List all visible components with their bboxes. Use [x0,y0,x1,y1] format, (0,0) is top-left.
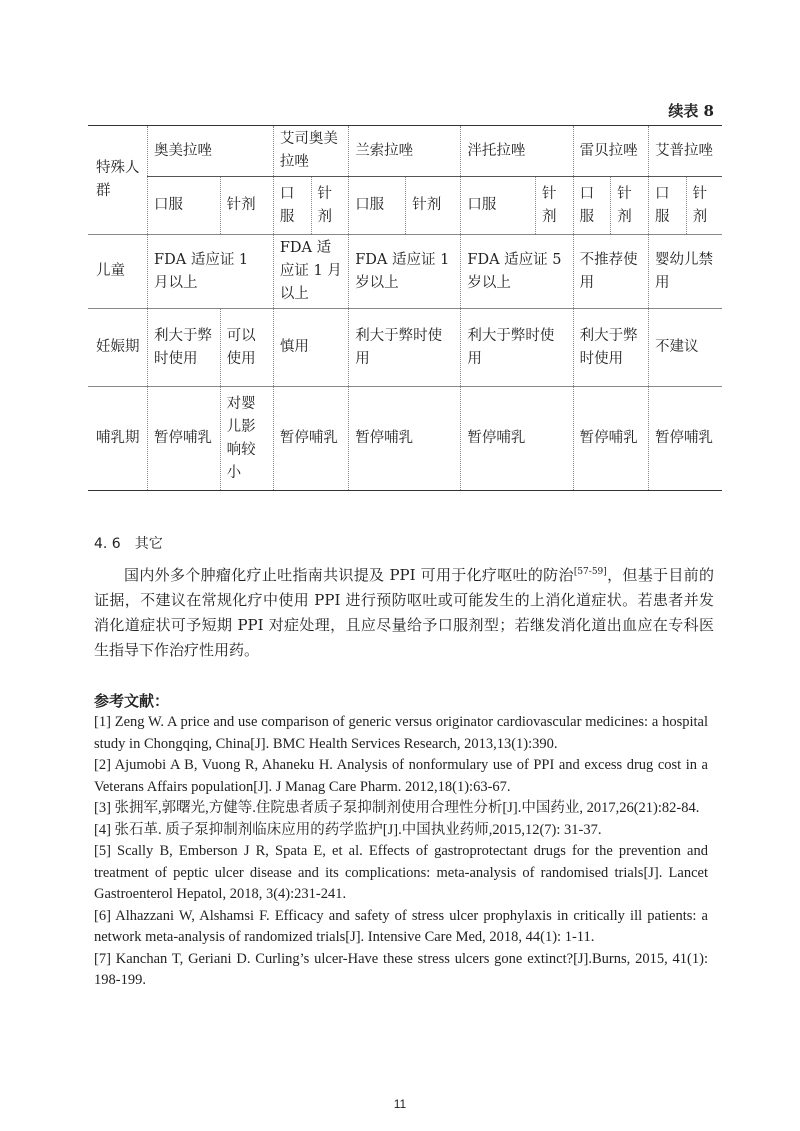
form-header: 口服 [273,177,311,235]
drug-header: 奥美拉唑 [148,126,274,177]
table-cell: FDA 适应证 1 月以上 [273,235,348,309]
form-header: 口服 [148,177,221,235]
form-header: 针剂 [311,177,349,235]
reference-item: [1] Zeng W. A price and use comparison of generic versus originator cardiovascular medicines: a hospital study in Chongqing, China[J]. BMC Health Services Research, 2013,13(1):390. [94,714,708,752]
ppi-special-population-table [88,125,722,491]
form-header: 针剂 [220,177,273,235]
table-cell: 暂停哺乳 [461,387,573,491]
paragraph-text: 国内外多个肿瘤化疗止吐指南共识提及 PPI 可用于化疗呕吐的防治 [124,566,574,584]
table-cell: 暂停哺乳 [148,387,221,491]
reference-item: [3] 张拥军,郭曙光,方健等.住院患者质子泵抑制剂使用合理性分析[J].中国药业, 2017,26(21):82-84. [94,800,700,816]
row-label: 儿童 [88,235,148,309]
table-cell: FDA 适应证 1 月以上 [148,235,274,309]
table-cell: 利大于弊时使用 [573,309,648,387]
form-header: 口服 [573,177,611,235]
reference-item: [5] Scally B, Emberson J R, Spata E, et al. Effects of gastroprotectant drugs for the prevention and treatment of peptic ulcer disease and its complications: meta-analysis of randomised trials[J]. Lancet Gastroenterol Hepatol, 2018, 3(4):231-241. [94,843,708,902]
reference-item: [4] 张石革. 质子泵抑制剂临床应用的药学监护[J].中国执业药师,2015,12(7): 31-37. [94,821,602,838]
form-header: 针剂 [686,177,722,235]
table-cell: 利大于弊时使用 [349,309,461,387]
row-header: 特殊人群 [88,126,148,235]
paragraph-text: ，但基于目前的证据，不建议在常规化疗中使用 PPI 进行预防呕吐或可能发生的上消化道症状。若患者并发消化道症状可予短期 PPI 对症处理，且应尽量给予口服剂型；若继发消化道出血应在专科医生指导下作治疗性用药。 [94,566,714,659]
page-number: 11 [393,1097,407,1111]
table-cell: 不推荐使用 [573,235,648,309]
section-paragraph [94,560,714,663]
drug-header: 雷贝拉唑 [573,126,648,177]
drug-header: 兰索拉唑 [349,126,461,177]
table-cell: 不建议 [648,309,722,387]
citation: [57-59] [573,567,607,577]
table-cell: 暂停哺乳 [573,387,648,491]
table-cell: 可以使用 [220,309,273,387]
table-cell: 暂停哺乳 [349,387,461,491]
references-list [94,712,708,992]
references-title: 参考文献： [94,692,170,710]
table-cell: 暂停哺乳 [648,387,722,491]
form-header: 口服 [461,177,536,235]
form-header: 口服 [648,177,686,235]
form-header: 针剂 [611,177,649,235]
section-heading: 4. 6 其它 [94,536,163,552]
table-cell: 利大于弊时使用 [148,309,221,387]
drug-header: 泮托拉唑 [461,126,573,177]
reference-item: [7] Kanchan T, Geriani D. Curling’s ulcer-Have these stress ulcers gone extinct?[J].Burns, 2015, 41(1): 198-199. [94,950,708,988]
table-cell: FDA 适应证 1 岁以上 [349,235,461,309]
form-header: 口服 [349,177,406,235]
row-label: 妊娠期 [88,309,148,387]
row-label: 哺乳期 [88,387,148,491]
drug-header: 艾司奥美拉唑 [273,126,348,177]
table-cell: 慎用 [273,309,348,387]
table-cell: 暂停哺乳 [273,387,348,491]
table-cell: 利大于弊时使用 [461,309,573,387]
table-cell: 对婴儿影响较小 [220,387,273,491]
reference-item: [2] Ajumobi A B, Vuong R, Ahaneku H. Analysis of nonformulary use of PPI and excess drug cost in a Veterans Affairs population[J]. J Manag Care Pharm. 2012,18(1):63-67. [94,757,708,795]
reference-item: [6] Alhazzani W, Alshamsi F. Efficacy and safety of stress ulcer prophylaxis in critically ill patients: a network meta-analysis of randomized trials[J]. Intensive Care Med, 2018, 44(1): 1-11. [94,907,708,945]
table-continued-label: 续表 8 [668,102,714,120]
table-cell: 婴幼儿禁用 [648,235,722,309]
form-header: 针剂 [406,177,461,235]
form-header: 针剂 [535,177,573,235]
drug-header: 艾普拉唑 [648,126,722,177]
table-cell: FDA 适应证 5 岁以上 [461,235,573,309]
